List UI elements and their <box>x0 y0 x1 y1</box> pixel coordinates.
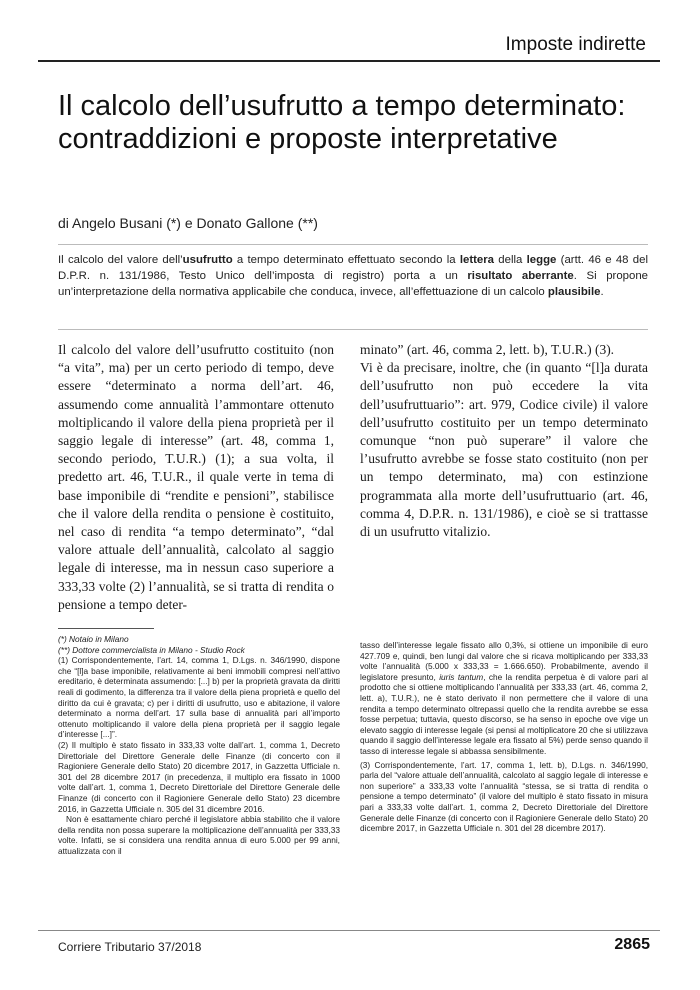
journal-name: Corriere Tributario 37/2018 <box>58 940 202 954</box>
footer-rule <box>38 930 660 931</box>
abstract-span: della <box>494 254 527 266</box>
abstract-bold: risultato aberrante <box>467 270 574 283</box>
article-title: Il calcolo dell’usufrutto a tempo determinato: contraddizioni e proposte interpretative <box>58 90 626 155</box>
footnotes-left <box>58 634 340 856</box>
abstract-span: . Si propone un’interpretazione della normativa applicabile che conduca, invece, all’effettuazione di un calcolo <box>58 270 649 299</box>
body-paragraph: Vi è da precisare, inoltre, che (in quanto “[l]a durata dell’usufrutto non può eccedere la vita dell’usufruttuario”: art. 979, Codice civile) il valore dell’usufrutto costituito per un tempo determinato comunque “non può superare” il valore che l’usufrutto avrebbe se fosse stato costituito (non per un tempo determinato, ma) con estinzione programmata alla morte dell’usufruttuario (art. 46, comma 4, D.P.R. n. 131/1986), e cioè se si trattasse di un usufrutto vitalizio. <box>360 360 648 540</box>
footnote-2-cont: Non è esattamente chiaro perché il legislatore abbia stabilito che il valore della rendita non possa superare la moltiplicazione dell’annualità per 333,33 volte. Infatti, se si considera una rendita annua di euro 5.000 per 99 anni, attualizzata con il <box>58 814 340 856</box>
article-authors: di Angelo Busani (*) e Donato Gallone (**) <box>58 215 318 231</box>
body-paragraph: Il calcolo del valore dell’usufrutto costituito (non “a vita”, ma) per un certo periodo di tempo, deve essere “determinato a norma dell’art. 46, assumendo come annualità l’ammontare ottenuto moltiplicando il valore della piena proprietà per il saggio legale di interesse” (art. 48, comma 1, secondo periodo, T.U.R.) (1); a sua volta, il predetto art. 46, T.U.R., il quale verte in tema di base imponibile di “rendite e pensioni”, stabilisce che il valore della rendita o pensione è costituito, nel caso di rendita “a tempo determinato”, “dal valore attuale dell’annualità, calcolato al saggio legale di interesse, ma in nessun caso superiore a 333,33 volte (2) l’annualità, se si tratta di rendita o pensione a tempo deter- <box>58 342 334 612</box>
footnote-2-cont-b <box>360 640 648 757</box>
footnote-3: (3) Corrispondentemente, l’art. 17, comma 1, lett. b), D.Lgs. n. 346/1990, parla del “valore attuale dell’annualità, calcolato al saggio legale di interesse e non superiore” a 333,33 volte l’annualità “stessa, se si tratta di rendita o pensione a tempo determinato” (il valore del multiplo è stato fissato in misura pari a 333,33 volte dall’art. 1, comma 2, Decreto Direttoriale del Direttore Generale delle Finanze (di concerto con il Ragioniere Generale dello Stato) 20 dicembre 2017, in Gazzetta Ufficiale n. 301 del 28 dicembre 2017). <box>360 759 648 834</box>
footnote-rule <box>58 628 154 629</box>
abstract-text <box>58 252 648 301</box>
page-number: 2865 <box>614 936 650 953</box>
abstract-bold: lettera <box>459 254 495 266</box>
abstract-span: . <box>600 286 604 299</box>
body-column-left <box>58 341 334 614</box>
abstract-box <box>58 244 648 330</box>
abstract-span: a tempo determinato effettuato secondo la <box>232 254 460 266</box>
abstract-bold: usufrutto <box>182 254 233 266</box>
footnote-span: tasso dell’interesse legale fissato allo 0,3%, si ottiene un imponibile di euro 427.709 e, quindi, ben lungi dal valore che si ricava moltiplicando per 333,33 volte l’annualità (5.000 x 333,33 = 1.666.650). Probabilmente, avendo il legislatore presunto, <box>360 640 648 682</box>
footnote-2: (2) Il multiplo è stato fissato in 333,33 volte dall’art. 1, comma 1, Decreto Direttoriale del Direttore Generale delle Finanze (di concerto con il Ragioniere Generale dello Stato) 20 dicembre 2017, in Gazzetta Ufficiale n. 301 del 28 dicembre 2017 (in precedenza, il multiplo era fissato in 1000 volte dall’art. 1, comma 1, Decreto Direttoriale del Direttore Generale delle Finanze (di concerto con il Ragioniere Generale dello Stato) 23 dicembre 2016, in Gazzetta Ufficiale n. 305 del 31 dicembre 2016. <box>58 739 340 814</box>
abstract-span: (artt. 46 e 48 del D.P.R. n. 131/1986, Testo Unico dell’imposta di registro) porta a un <box>58 254 648 283</box>
header-rule <box>38 60 660 62</box>
section-tag: Imposte indirette <box>505 34 646 55</box>
abstract-span: Il calcolo del valore dell’ <box>58 254 183 266</box>
footnote-author-2: (**) Dottore commercialista in Milano - Studio Rock <box>58 644 245 655</box>
abstract-bold: legge <box>526 254 557 266</box>
footnote-1: (1) Corrispondentemente, l’art. 14, comma 1, D.Lgs. n. 346/1990, dispone che “[l]a base imponibile, relativamente ai beni immobili compresi nell’attivo ereditario, è determinata assumendo: [...] b) per la proprietà gravata da diritti reali di godimento, la differenza tra il valore della piena proprietà e quello del diritto da cui è gravata; c) per i diritti di usufrutto, uso e abitazione, il valore determinato a norma dell’art. 17 sulla base di annualità pari all’importo ottenuto moltiplicando il valore della piena proprietà per il saggio legale d’interesse [...]”. <box>58 655 340 740</box>
body-paragraph-continued: minato” (art. 46, comma 2, lett. b), T.U.R.) (3). <box>360 342 615 357</box>
footnote-span: , che la rendita perpetua è di valore pari al prodotto che si ottiene moltiplicando l’annualità per 333,33 (art. 46, comma 2, lett. a), T.U.R.), ne è stato derivato il non permettere che il valore di una rendita a tempo determinato oltrepassi quello che la rendita avrebbe se essa fosse perpetua; tuttavia, questo discorso, se ha senso in epoche ove vige un elevato saggio di interesse legale (si pensi al moltiplicatore 20 che si utilizzava quando il saggio dell’interesse legale era fissato al 5%) perde senso quando il tasso di interesse legale si abbassa sensibilmente. <box>360 671 648 756</box>
body-column-right <box>360 341 648 541</box>
footnote-italic: iuris tantum <box>439 671 484 682</box>
footnote-author-1: (*) Notaio in Milano <box>58 634 129 644</box>
footnotes-right <box>360 640 648 834</box>
abstract-bold: plausibile <box>547 286 601 299</box>
